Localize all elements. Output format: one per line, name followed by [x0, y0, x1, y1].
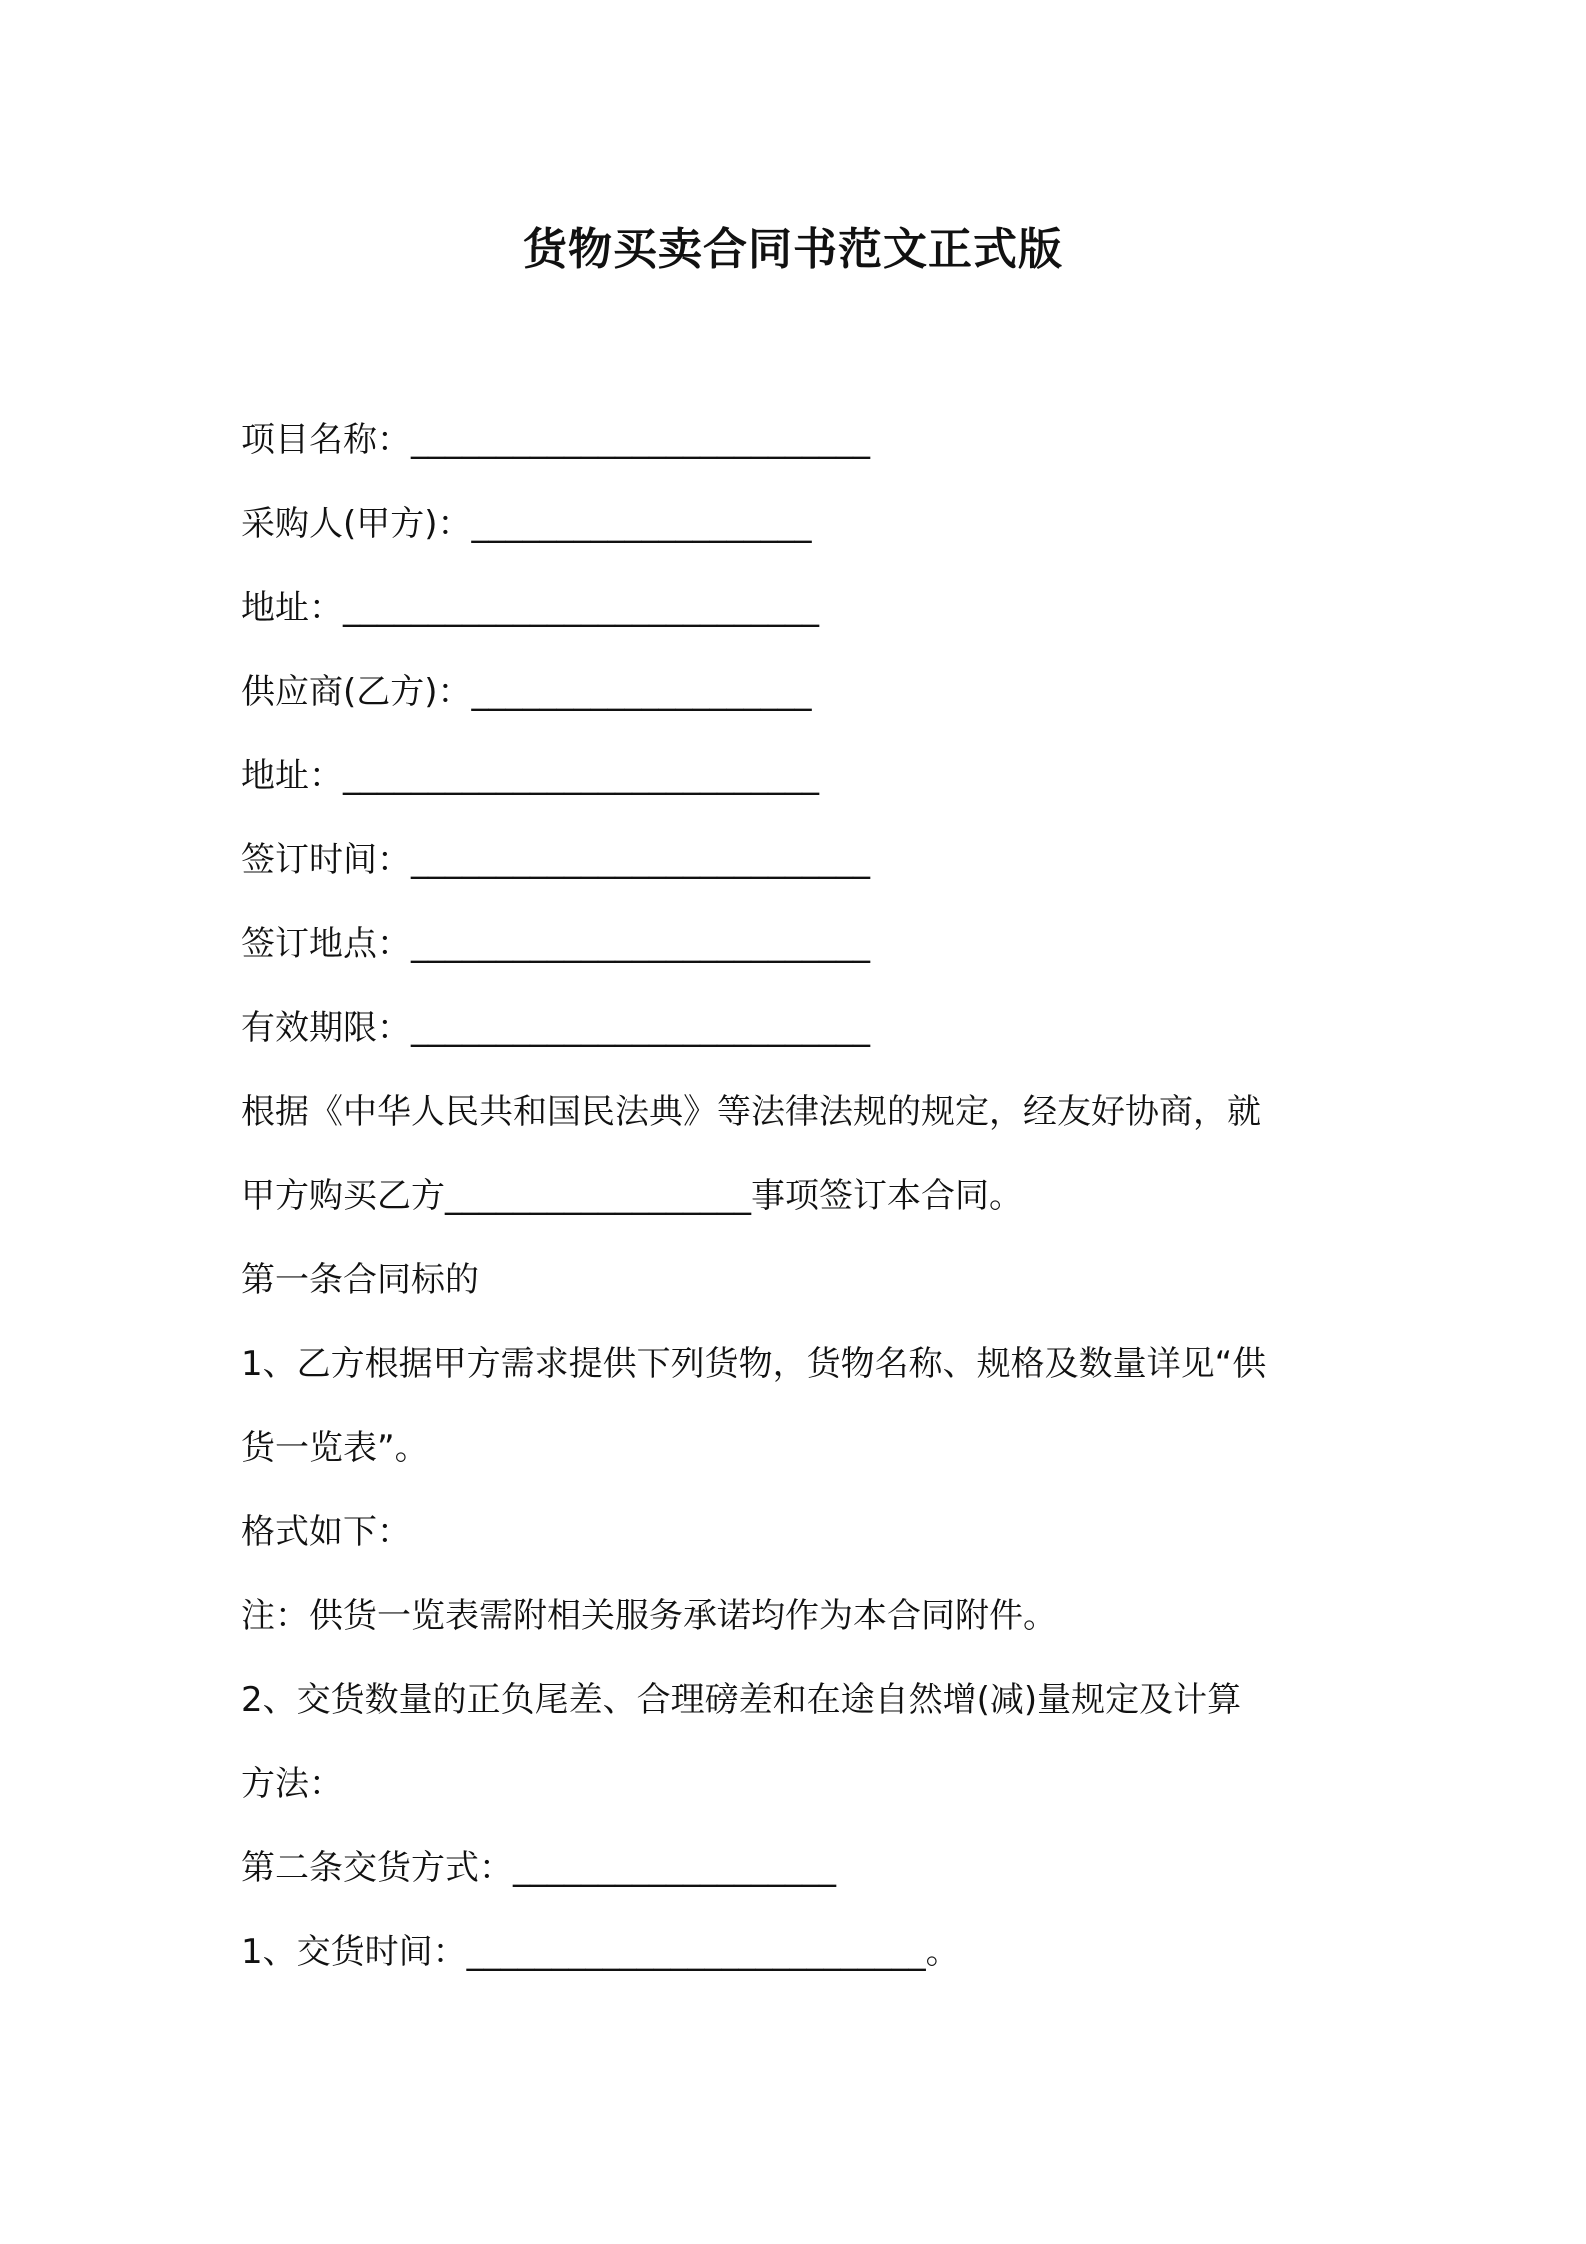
article-2-item-1: 1、交货时间：___________________________。	[241, 1932, 960, 1972]
paragraph-legal-basis-line-1: 根据《中华人民共和国民法典》等法律法规的规定，经友好协商，就	[241, 1092, 1261, 1132]
field-validity-period: 有效期限：___________________________	[241, 1008, 870, 1048]
field-project-name: 项目名称：___________________________	[241, 420, 870, 460]
field-purchaser: 采购人(甲方)：____________________	[241, 504, 812, 544]
paragraph-legal-basis-line-2: 甲方购买乙方__________________事项签订本合同。	[241, 1176, 1023, 1216]
document-body	[241, 398, 1361, 1994]
field-signing-time: 签订时间：___________________________	[241, 840, 870, 880]
article-1-item-2-line-2: 方法：	[241, 1764, 343, 1804]
article-1-item-2-line-1: 2、交货数量的正负尾差、合理磅差和在途自然增(减)量规定及计算	[241, 1680, 1242, 1720]
format-note: 格式如下：	[241, 1512, 411, 1552]
field-supplier-address: 地址：____________________________	[241, 756, 819, 796]
annex-note: 注：供货一览表需附相关服务承诺均作为本合同附件。	[241, 1596, 1057, 1636]
field-supplier: 供应商(乙方)：____________________	[241, 672, 812, 712]
field-signing-place: 签订地点：___________________________	[241, 924, 870, 964]
article-2-heading: 第二条交货方式：___________________	[241, 1848, 836, 1888]
article-1-item-1-line-1: 1、乙方根据甲方需求提供下列货物，货物名称、规格及数量详见“供	[241, 1344, 1267, 1384]
article-1-item-1-line-2: 货一览表”。	[241, 1428, 429, 1468]
article-1-heading: 第一条合同标的	[241, 1260, 479, 1300]
document-title: 货物买卖合同书范文正式版	[523, 224, 1063, 275]
field-purchaser-address: 地址：____________________________	[241, 588, 819, 628]
